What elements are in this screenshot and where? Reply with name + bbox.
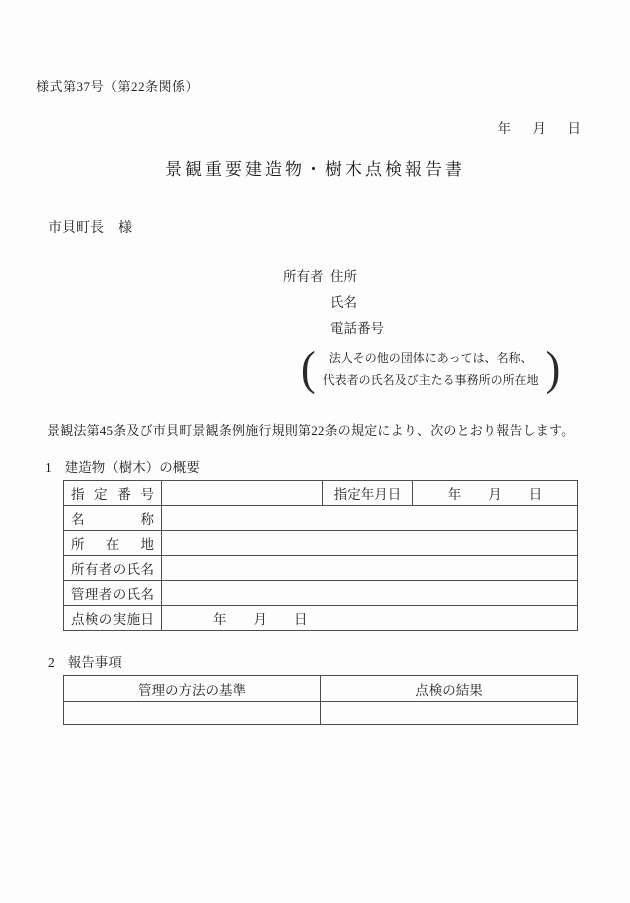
row-label-name: 名 称 [64, 506, 162, 531]
bracket-close-icon: ) [545, 342, 561, 395]
row-label-location: 所 在 地 [64, 531, 162, 556]
cell-manager-name-value [162, 581, 578, 606]
cell-designation-number-value [162, 481, 323, 506]
cell-management-standard-value [64, 702, 321, 725]
cell-inspection-result-value [321, 702, 578, 725]
owner-label: 所有者 [283, 269, 324, 284]
table-row [64, 606, 578, 631]
section1-title: 建造物（樹木）の概要 [64, 460, 200, 475]
owner-field-address: 住所 [330, 269, 357, 284]
overview-table [63, 480, 578, 631]
table-row [64, 581, 578, 606]
table-row [64, 556, 578, 581]
section2-title: 報告事項 [67, 655, 122, 670]
corporate-note-text [316, 347, 546, 391]
owner-field-phone: 電話番号 [330, 321, 384, 336]
cell-owner-name-value [162, 556, 578, 581]
page-title: 景観重要建造物・樹木点検報告書 [165, 160, 465, 179]
report-table [63, 675, 578, 725]
bracket-open-icon: ( [301, 342, 316, 395]
row-label-owner-name: 所有者の氏名 [64, 556, 162, 581]
row-label-designation-date: 指定年月日 [323, 481, 413, 506]
cell-inspection-date-value: 年 月 日 [162, 606, 578, 631]
owner-field-name: 氏名 [330, 295, 357, 310]
section2-number: 2 [48, 655, 55, 670]
row-label-manager-name: 管理者の氏名 [64, 581, 162, 606]
form-number-label: 様式第37号（第22条関係） [36, 79, 200, 94]
statement-text: 景観法第45条及び市貝町景観条例施行規則第22条の規定により、次のとおり報告します。 [47, 423, 575, 438]
corporate-note-line2: 代表者の氏名及び主たる事務所の所在地 [322, 373, 539, 387]
section1-heading [45, 459, 200, 476]
column-header-management-standard: 管理の方法の基準 [64, 676, 321, 702]
addressee-label: 市貝町長 様 [48, 221, 132, 236]
report-date: 年 月 日 [497, 121, 585, 136]
table-row [64, 506, 578, 531]
row-label-inspection-date: 点検の実施日 [64, 606, 162, 631]
column-header-inspection-result: 点検の結果 [321, 676, 578, 702]
corporate-note [301, 342, 561, 395]
corporate-note-line1: 法人その他の団体にあっては、名称、 [328, 351, 533, 365]
section2-heading [48, 654, 122, 671]
table-header-row [64, 676, 578, 702]
cell-name-value [162, 506, 578, 531]
table-row [64, 531, 578, 556]
cell-location-value [162, 531, 578, 556]
cell-designation-date-value: 年 月 日 [413, 481, 578, 506]
owner-block [283, 264, 561, 395]
table-row [64, 481, 578, 506]
row-label-designation-number: 指 定 番 号 [64, 481, 162, 506]
table-row [64, 702, 578, 725]
owner-fields [330, 264, 384, 342]
section1-number: 1 [45, 460, 52, 475]
